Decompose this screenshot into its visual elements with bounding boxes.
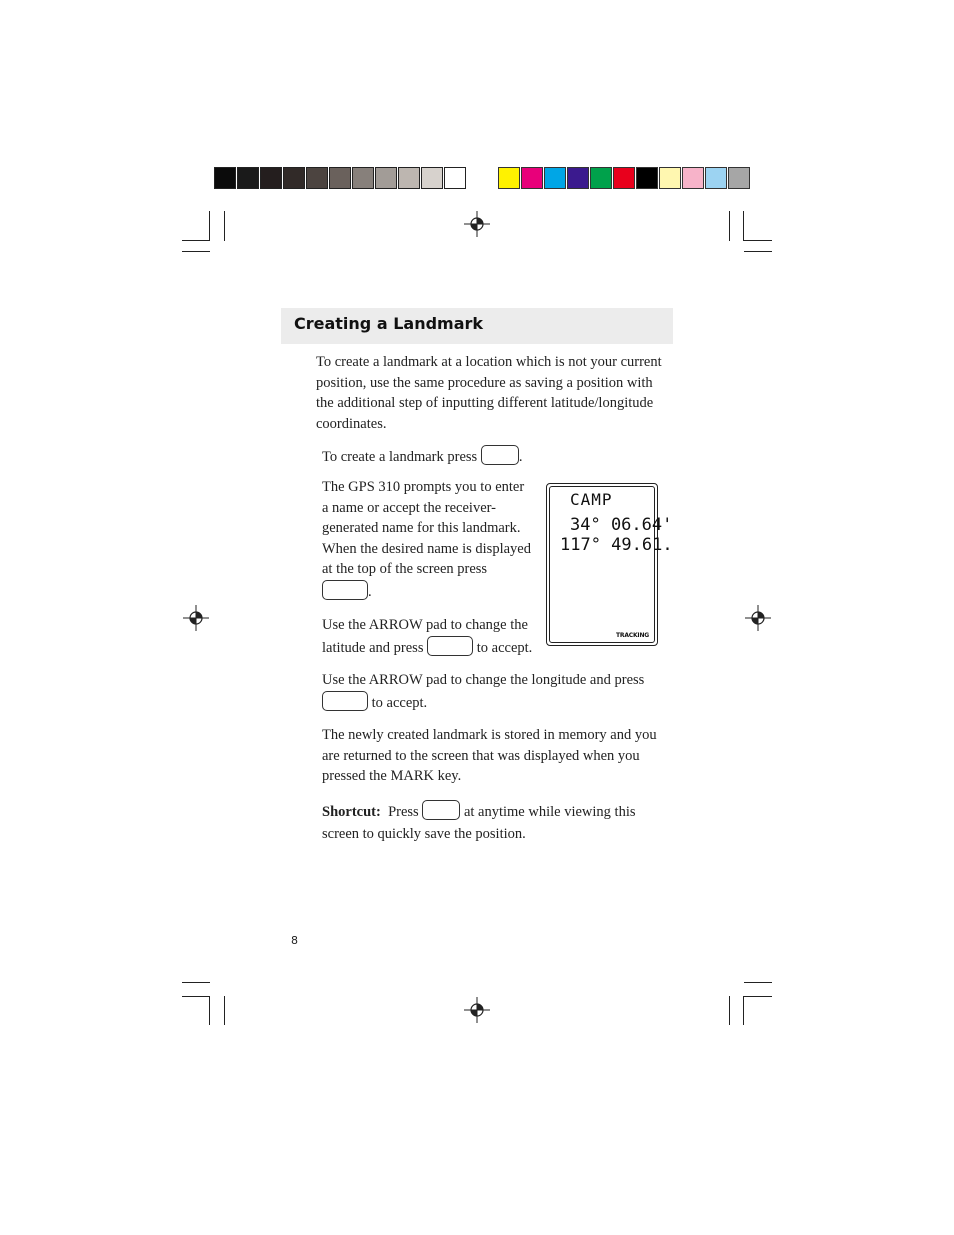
intro-text: To create a landmark at a location which is not your current position, use the same procedure as saving a position with the additional step of inputting different latitude/longitude coordinates. bbox=[316, 354, 662, 432]
registration-mark-icon bbox=[464, 211, 490, 237]
color-swatch bbox=[682, 167, 704, 189]
registration-mark-icon bbox=[745, 605, 771, 631]
crop-mark bbox=[743, 996, 744, 1025]
step-enter-name bbox=[322, 477, 534, 602]
shortcut-label: Shortcut: bbox=[322, 804, 381, 820]
step-create-landmark bbox=[322, 445, 662, 468]
color-swatch bbox=[567, 167, 589, 189]
crop-mark bbox=[743, 211, 744, 241]
enter-key-icon bbox=[322, 691, 368, 711]
gray-swatch bbox=[214, 167, 236, 189]
section-heading-bar bbox=[281, 308, 673, 344]
step5-text: The newly created landmark is stored in memory and you are returned to the screen that was displayed when you pressed the MARK key. bbox=[322, 727, 657, 784]
grayscale-calibration-strip bbox=[214, 167, 467, 189]
gray-swatch bbox=[375, 167, 397, 189]
section-title: Creating a Landmark bbox=[294, 314, 484, 333]
step4-end: to accept. bbox=[371, 695, 428, 711]
crop-mark bbox=[209, 211, 210, 241]
crop-mark bbox=[224, 996, 225, 1025]
step-landmark-stored bbox=[322, 725, 667, 787]
step1-text: To create a landmark press bbox=[322, 449, 478, 465]
step2-text: The GPS 310 prompts you to enter a name or accept the receiver-generated name for this landmark. When the desired name is displayed at the top of the screen press bbox=[322, 479, 531, 577]
crop-mark bbox=[729, 996, 730, 1025]
display-landmark-name: CAMP bbox=[570, 490, 613, 509]
color-swatch bbox=[728, 167, 750, 189]
gps-display-screen bbox=[546, 483, 673, 646]
color-swatch bbox=[498, 167, 520, 189]
gray-swatch bbox=[421, 167, 443, 189]
mark-key-icon bbox=[481, 445, 519, 465]
registration-mark-icon bbox=[183, 605, 209, 631]
crop-mark bbox=[182, 982, 210, 983]
crop-mark bbox=[182, 996, 210, 997]
step-change-longitude bbox=[322, 669, 662, 714]
shortcut-text: Press bbox=[388, 804, 419, 820]
color-swatch bbox=[544, 167, 566, 189]
crop-mark bbox=[744, 251, 772, 252]
crop-mark bbox=[182, 240, 210, 241]
gray-swatch bbox=[444, 167, 466, 189]
gps-display-inner bbox=[549, 486, 673, 643]
gray-swatch bbox=[329, 167, 351, 189]
step-change-latitude bbox=[322, 614, 540, 659]
step2-end: . bbox=[368, 583, 372, 600]
enter-key-icon bbox=[322, 580, 368, 600]
display-status: TRACKING bbox=[616, 632, 649, 639]
step3-text: Use the ARROW pad to change the latitude and press bbox=[322, 617, 528, 656]
step4-text: Use the ARROW pad to change the longitude and press bbox=[322, 672, 645, 688]
crop-mark bbox=[744, 240, 772, 241]
color-swatch bbox=[705, 167, 727, 189]
step1-end: . bbox=[518, 449, 523, 465]
crop-mark bbox=[209, 996, 210, 1025]
color-swatch bbox=[613, 167, 635, 189]
enter-key-icon bbox=[427, 636, 473, 656]
gray-swatch bbox=[260, 167, 282, 189]
crop-mark bbox=[729, 211, 730, 241]
gray-swatch bbox=[306, 167, 328, 189]
color-swatch bbox=[521, 167, 543, 189]
gray-swatch bbox=[352, 167, 374, 189]
color-calibration-strip bbox=[498, 167, 751, 189]
gray-swatch bbox=[237, 167, 259, 189]
color-swatch bbox=[659, 167, 681, 189]
gray-swatch bbox=[283, 167, 305, 189]
gray-swatch bbox=[398, 167, 420, 189]
crop-mark bbox=[744, 996, 772, 997]
color-swatch bbox=[636, 167, 658, 189]
page-number: 8 bbox=[291, 934, 298, 947]
crop-mark bbox=[182, 251, 210, 252]
display-longitude: 117° 49.61. bbox=[560, 535, 673, 555]
crop-mark bbox=[224, 211, 225, 241]
step3-end: to accept. bbox=[476, 640, 533, 656]
shortcut-end: at anytime while viewing this screen to quickly save the position. bbox=[322, 804, 636, 842]
color-swatch bbox=[590, 167, 612, 189]
shortcut-note bbox=[322, 800, 670, 845]
crop-mark bbox=[744, 982, 772, 983]
mark-key-icon bbox=[422, 800, 460, 820]
display-latitude: 34° 06.64' bbox=[570, 515, 673, 535]
registration-mark-icon bbox=[464, 997, 490, 1023]
intro-paragraph bbox=[316, 352, 672, 434]
